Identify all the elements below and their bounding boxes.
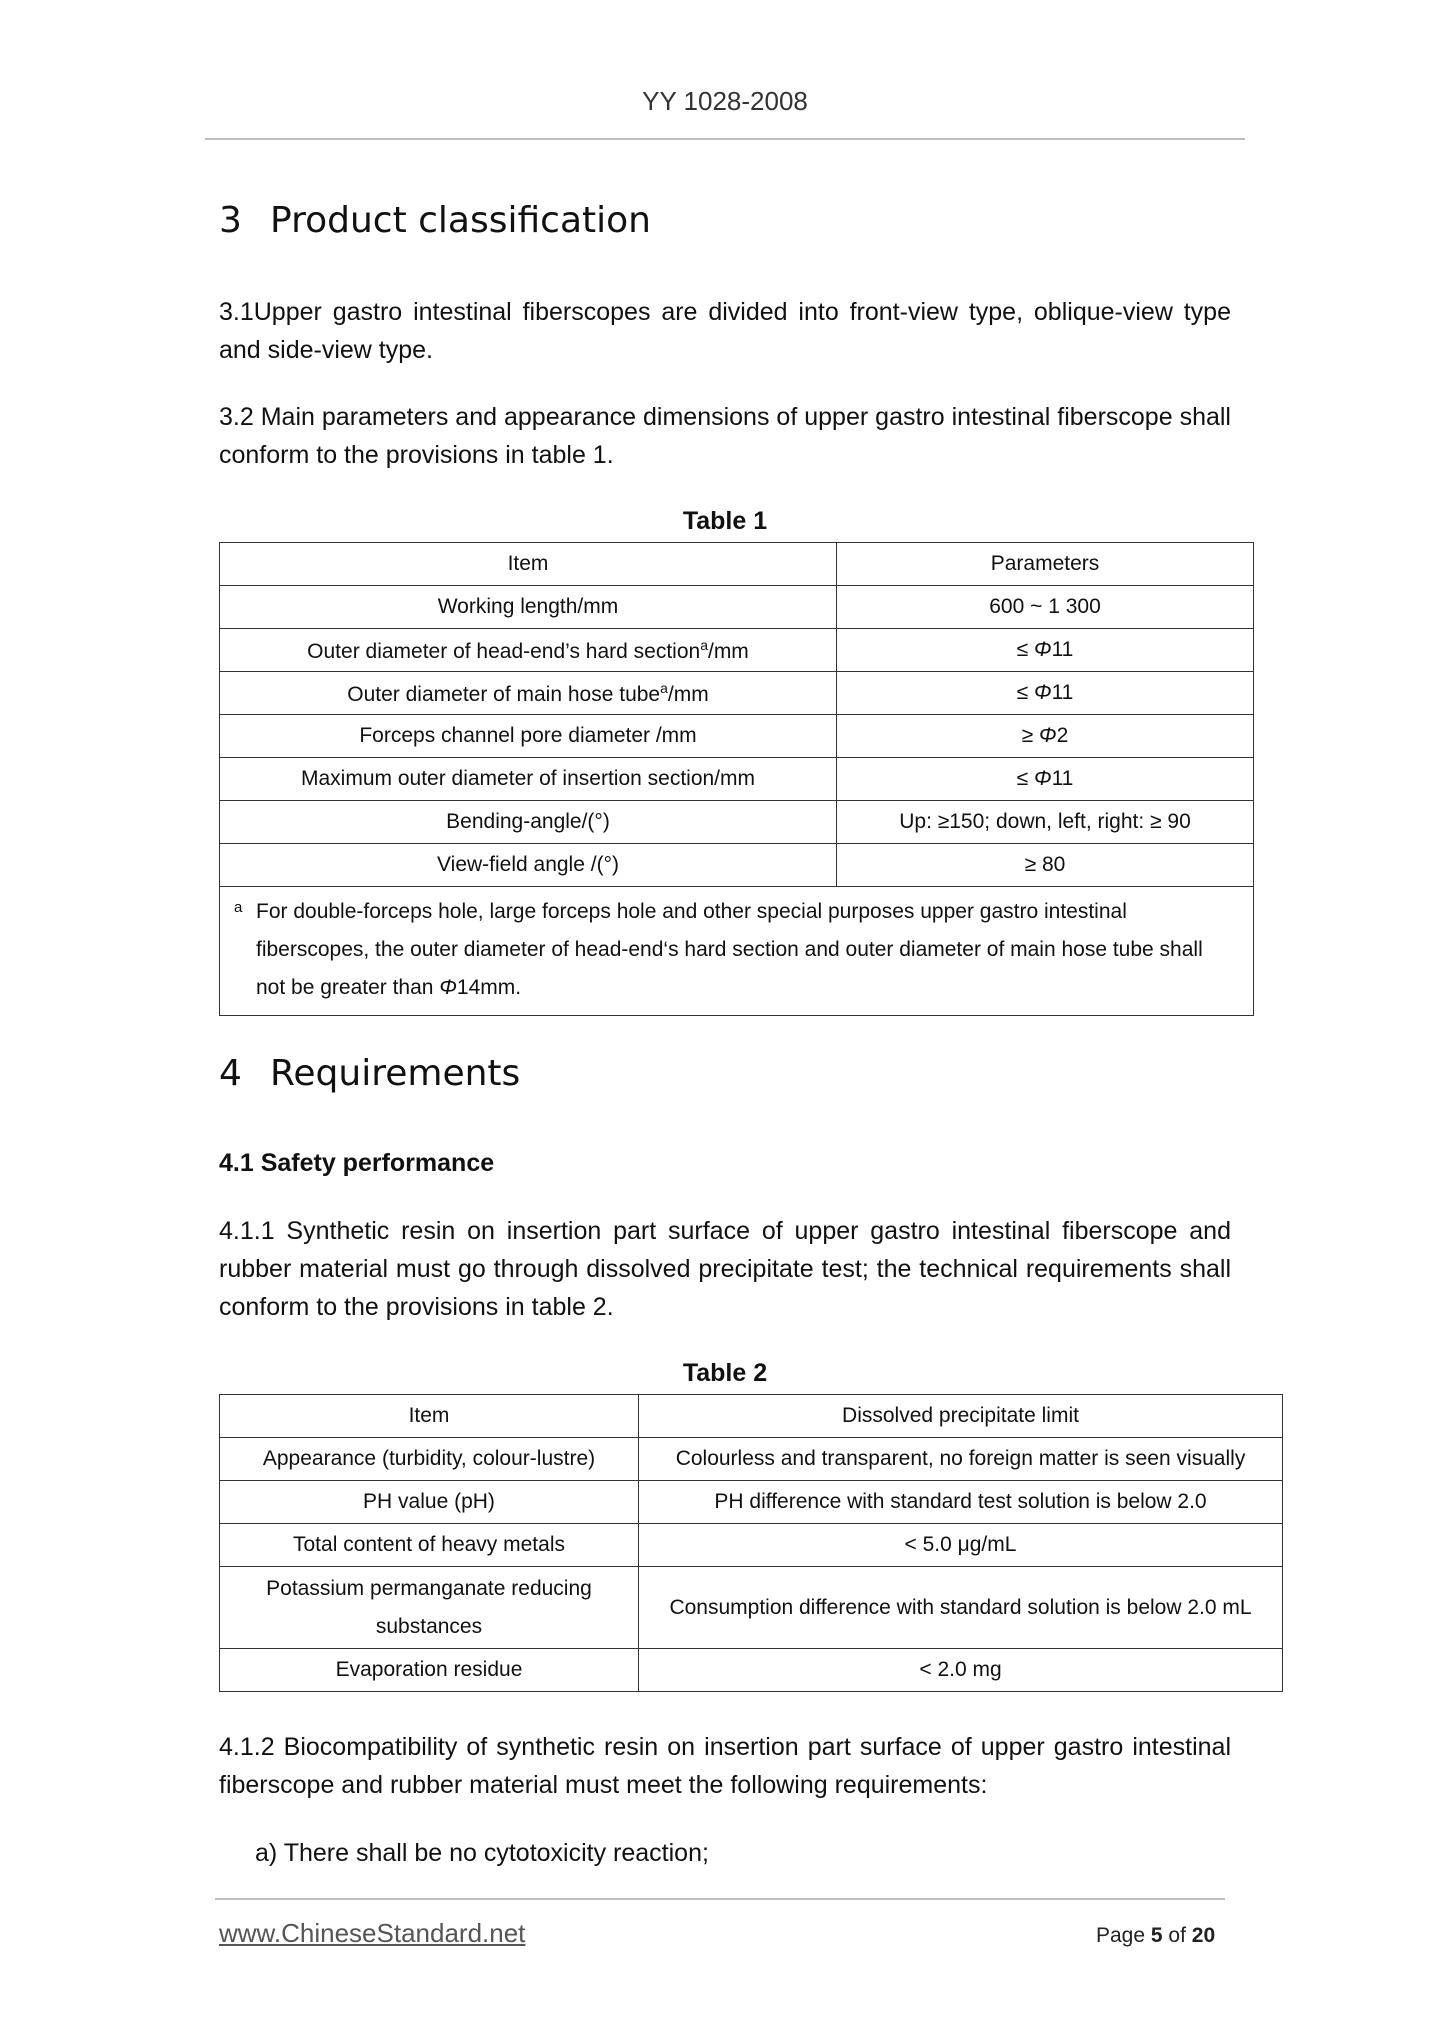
- phi-symbol: Φ: [439, 976, 457, 999]
- cell-text: 11: [1051, 767, 1074, 790]
- section-4-title: Requirements: [270, 1053, 521, 1094]
- footnote-marker: a: [660, 679, 668, 696]
- table-cell: Up: ≥150; down, left, right: ≥ 90: [837, 801, 1254, 844]
- table-cell: PH difference with standard test solution is below 2.0: [639, 1481, 1283, 1524]
- table-cell: [837, 758, 1254, 801]
- table-header-cell: Dissolved precipitate limit: [639, 1395, 1283, 1438]
- table-1: [219, 542, 1254, 1016]
- table-cell: Maximum outer diameter of insertion section/mm: [220, 758, 837, 801]
- table-row: [220, 1395, 1283, 1438]
- table-cell: Potassium permanganate reducing substances: [220, 1567, 639, 1649]
- table-row: [220, 1567, 1283, 1649]
- table-cell: Bending-angle/(°): [220, 801, 837, 844]
- page-label: Page: [1096, 1924, 1151, 1947]
- phi-symbol: Φ: [1039, 724, 1057, 747]
- table-cell: [220, 672, 837, 715]
- phi-symbol: Φ: [1033, 681, 1052, 704]
- paragraph-3-2: 3.2 Main parameters and appearance dimensions of upper gastro intestinal fiberscope shall conform to the provisions in table 1.: [219, 403, 1231, 469]
- table-cell: 600 ~ 1 300: [837, 586, 1254, 629]
- cell-unit: /mm: [667, 682, 709, 706]
- table-row: [220, 887, 1254, 1016]
- table-row: [220, 1524, 1283, 1567]
- table-row: [220, 758, 1254, 801]
- table-cell: Forceps channel pore diameter /mm: [220, 715, 837, 758]
- section-3-heading: [219, 200, 651, 241]
- list-item-a: a) There shall be no cytotoxicity reaction;: [255, 1839, 709, 1867]
- section-3-number: 3: [219, 200, 242, 241]
- website-link[interactable]: www.ChineseStandard.net: [219, 1918, 526, 1948]
- cell-text: ≥: [1021, 724, 1040, 747]
- cell-text: ≤: [1016, 767, 1034, 790]
- table-cell: Working length/mm: [220, 586, 837, 629]
- table-row: [220, 844, 1254, 887]
- cell-unit: /mm: [707, 639, 749, 663]
- table-header-cell: Item: [220, 543, 837, 586]
- page-of: of: [1162, 1924, 1192, 1947]
- table-row: [220, 715, 1254, 758]
- table-1-caption: Table 1: [682, 507, 768, 535]
- paragraph-4-1-2: 4.1.2 Biocompatibility of synthetic resin on insertion part surface of upper gastro intestinal fiberscope and rubber material must meet the following requirements:: [219, 1733, 1231, 1799]
- table-header-cell: Parameters: [837, 543, 1254, 586]
- table-row: [220, 586, 1254, 629]
- cell-text: Outer diameter of main hose tube: [347, 682, 661, 706]
- phi-symbol: Φ: [1033, 638, 1052, 661]
- total-pages: 20: [1191, 1924, 1216, 1947]
- table-cell: < 2.0 mg: [639, 1649, 1283, 1692]
- table-cell: [837, 629, 1254, 672]
- table-cell: Colourless and transparent, no foreign matter is seen visually: [639, 1438, 1283, 1481]
- table-row: [220, 629, 1254, 672]
- footnote-marker: a: [700, 636, 708, 653]
- paragraph-4-1-1: 4.1.1 Synthetic resin on insertion part surface of upper gastro intestinal fiberscope and rubber material must go through dissolved precipitate test; the technical requirements shall conform to the provisions in table 2.: [219, 1217, 1231, 1321]
- current-page: 5: [1150, 1924, 1163, 1947]
- cell-text: 11: [1051, 638, 1074, 661]
- section-4-number: 4: [219, 1053, 242, 1094]
- subsection-4-1-heading: 4.1 Safety performance: [219, 1149, 495, 1177]
- cell-text: 11: [1051, 681, 1074, 704]
- table-cell: [837, 672, 1254, 715]
- table-2-caption: Table 2: [682, 1359, 768, 1387]
- footnote-end: 14mm.: [456, 976, 522, 999]
- footer-divider: [215, 1898, 1225, 1900]
- footnote-text: [256, 893, 1216, 1007]
- doc-header: YY 1028-2008: [642, 86, 808, 116]
- table-row: [220, 1438, 1283, 1481]
- table-2: [219, 1394, 1283, 1692]
- table-row: [220, 672, 1254, 715]
- table-cell: PH value (pH): [220, 1481, 639, 1524]
- footnote-body: For double-forceps hole, large forceps hole and other special purposes upper gastro intestinal fiberscopes, the outer diameter of head-end‘s hard section and outer diameter of main hose tube shall not be greater than: [256, 900, 1203, 999]
- cell-text: Outer diameter of head-end’s hard section: [307, 639, 701, 663]
- cell-text: ≤: [1016, 681, 1034, 704]
- table-row: [220, 543, 1254, 586]
- table-cell: [837, 715, 1254, 758]
- table-cell: ≥ 80: [837, 844, 1254, 887]
- table-cell: < 5.0 μg/mL: [639, 1524, 1283, 1567]
- table-cell: View-field angle /(°): [220, 844, 837, 887]
- table-header-cell: Item: [220, 1395, 639, 1438]
- table-row: [220, 801, 1254, 844]
- table-footnote: [220, 887, 1254, 1016]
- cell-text: ≤: [1016, 638, 1034, 661]
- table-cell: Total content of heavy metals: [220, 1524, 639, 1567]
- table-cell: Evaporation residue: [220, 1649, 639, 1692]
- cell-text: 2: [1056, 724, 1069, 747]
- phi-symbol: Φ: [1033, 767, 1052, 790]
- paragraph-3-1: 3.1Upper gastro intestinal fiberscopes are divided into front-view type, oblique-view type and side-view type.: [219, 298, 1231, 364]
- header-divider: [205, 138, 1245, 140]
- page-number: [1096, 1924, 1215, 1948]
- table-cell: Consumption difference with standard solution is below 2.0 mL: [639, 1567, 1283, 1649]
- table-cell: [220, 629, 837, 672]
- table-row: [220, 1481, 1283, 1524]
- section-3-title: Product classification: [270, 200, 651, 241]
- footnote-marker: a: [234, 899, 243, 916]
- table-row: [220, 1649, 1283, 1692]
- section-4-heading: [219, 1053, 520, 1094]
- table-cell: Appearance (turbidity, colour-lustre): [220, 1438, 639, 1481]
